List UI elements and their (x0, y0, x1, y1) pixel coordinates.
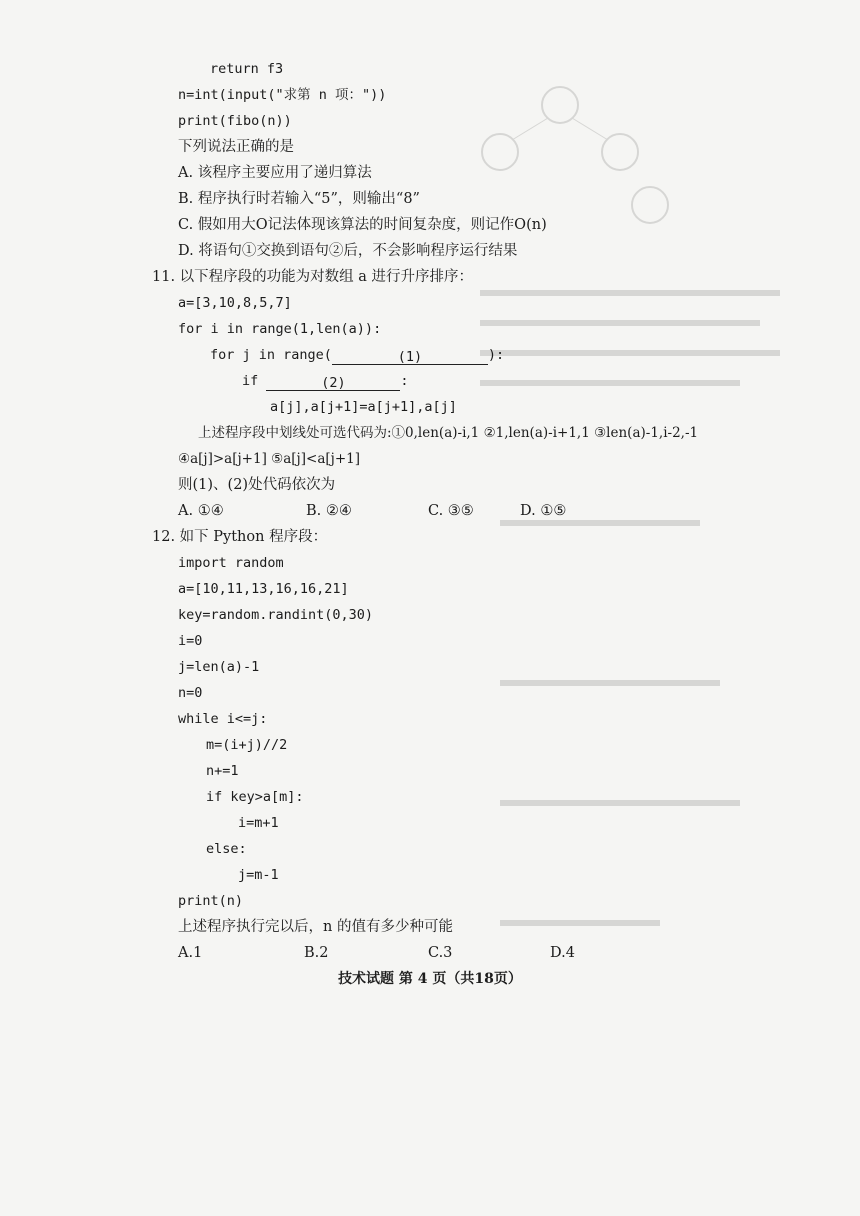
code-line: m=(i+j)//2 (206, 737, 288, 753)
code-line: else: (206, 841, 247, 857)
code-line: i=m+1 (238, 815, 279, 831)
option-a: A. ①④ (178, 503, 224, 519)
code-line: n+=1 (206, 763, 239, 779)
code-line: i=0 (178, 633, 203, 649)
code-line: n=int(input("求第 n 项：")) (178, 87, 387, 103)
code-line-with-blank (210, 345, 504, 365)
question-prompt: 则(1)、(2)处代码依次为 (178, 477, 336, 493)
code-line: return f3 (210, 61, 284, 77)
page-footer: 技术试题 第 4 页（共18页） (338, 971, 522, 987)
blank-2: (2) (266, 373, 400, 391)
code-text: if (242, 373, 267, 389)
question-title: 11. 以下程序段的功能为对数组 a 进行升序排序： (152, 269, 474, 285)
code-text: : (400, 373, 409, 389)
option-b: B. ②④ (306, 503, 352, 519)
bleed-through-tree-diagram (460, 40, 820, 1040)
code-line: print(n) (178, 893, 244, 909)
option-d: D.4 (550, 945, 575, 961)
option-d: D. 将语句①交换到语句②后，不会影响程序运行结果 (178, 243, 518, 259)
question-prompt: 下列说法正确的是 (178, 139, 294, 155)
code-line: import random (178, 555, 284, 571)
code-line: a=[3,10,8,5,7] (178, 295, 292, 311)
code-line: a[j],a[j+1]=a[j+1],a[j] (270, 399, 457, 415)
code-line: key=random.randint(0,30) (178, 607, 374, 623)
blank-1: (1) (332, 347, 488, 365)
code-line: if key>a[m]: (206, 789, 304, 805)
code-line: for i in range(1,len(a)): (178, 321, 382, 337)
option-a: A. 该程序主要应用了递归算法 (178, 165, 372, 181)
code-line: while i<=j: (178, 711, 268, 727)
option-b: B.2 (304, 945, 329, 961)
code-line: a=[10,11,13,16,16,21] (178, 581, 349, 597)
code-line: j=len(a)-1 (178, 659, 260, 675)
option-a: A.1 (178, 945, 203, 961)
question-prompt: 上述程序执行完以后，n 的值有多少种可能 (178, 919, 453, 935)
option-b: B. 程序执行时若输入“5”，则输出“8” (178, 191, 420, 207)
code-line-with-blank (242, 371, 409, 391)
candidates-text: ④a[j]>a[j+1] ⑤a[j]<a[j+1] (178, 451, 360, 467)
code-text: for j in range( (210, 347, 332, 363)
option-c: C. ③⑤ (428, 503, 474, 519)
code-line: j=m-1 (238, 867, 279, 883)
option-c: C.3 (428, 945, 453, 961)
code-line: n=0 (178, 685, 203, 701)
option-d: D. ①⑤ (520, 503, 567, 519)
code-line: print(fibo(n)) (178, 113, 292, 129)
candidates-text: 上述程序段中划线处可选代码为:①0,len(a)-i,1 ②1,len(a)-i+1,1 ③len(a)-1,i-2,-1 (198, 425, 699, 441)
option-c: C. 假如用大O记法体现该算法的时间复杂度，则记作O(n) (178, 217, 547, 233)
question-title: 12. 如下 Python 程序段： (152, 529, 328, 545)
code-text: ): (487, 347, 505, 363)
